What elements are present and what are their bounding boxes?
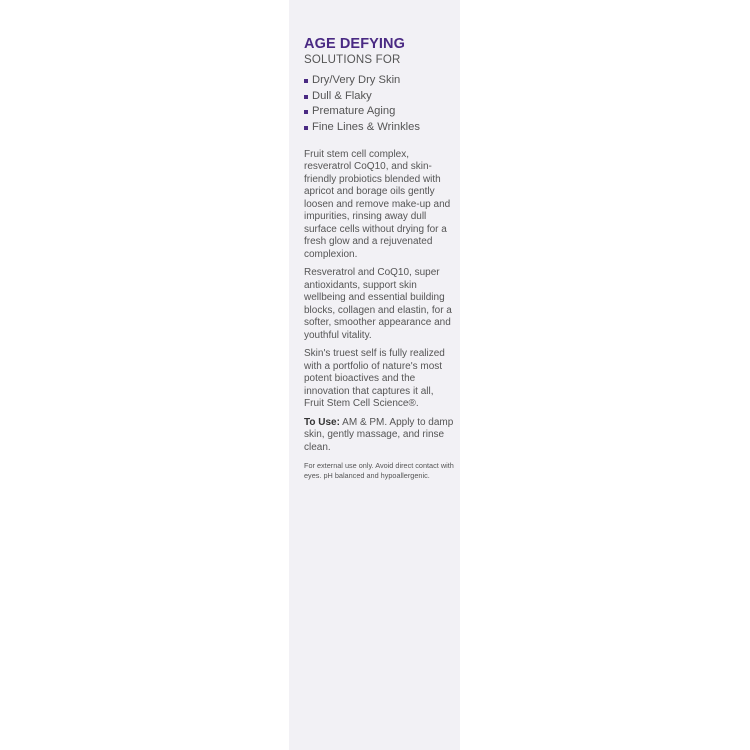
bullet-square-icon: [304, 110, 308, 114]
label-content: [304, 36, 454, 481]
fine-print: For external use only. Avoid direct contact with eyes. pH balanced and hypoallergenic.: [304, 461, 454, 481]
subheadline: SOLUTIONS FOR: [304, 54, 401, 66]
usage-label: To Use:: [304, 416, 340, 428]
product-label-panel: [289, 0, 460, 750]
bullet-square-icon: [304, 79, 308, 83]
list-item-label: Dry/Very Dry Skin: [312, 74, 401, 86]
usage-instructions: [304, 417, 454, 455]
description-paragraph: Fruit stem cell complex, resveratrol CoQ10, and skin-friendly probiotics blended with apricot and borage oils gently loosen and remove make-up and impurities, rinsing away dull surface cells without drying for a fresh glow and a rejuvenated complexion.: [304, 148, 451, 260]
headline: AGE DEFYING: [304, 36, 405, 52]
list-item: [304, 89, 454, 105]
benefits-paragraph: Resveratrol and CoQ10, super antioxidants, support skin wellbeing and essential building blocks, collagen and elastin, for a softer, smoother appearance and youthful vitality.: [304, 267, 452, 341]
list-item-label: Dull & Flaky: [312, 89, 372, 102]
list-item-label: Fine Lines & Wrinkles: [312, 121, 420, 134]
brand-paragraph: Skin's truest self is fully realized with a portfolio of nature's most potent bioactives and the innovation that captures it all, Fruit Stem Cell Science®.: [304, 348, 445, 410]
skin-concerns-list: [304, 73, 454, 136]
list-item: [304, 120, 454, 136]
list-item: [304, 73, 454, 89]
list-item-label: Premature Aging: [312, 105, 396, 118]
bullet-square-icon: [304, 126, 308, 130]
list-item: [304, 104, 454, 120]
usage-text: AM & PM. Apply to damp skin, gently massage, and rinse clean.: [304, 416, 454, 453]
bullet-square-icon: [304, 95, 308, 99]
